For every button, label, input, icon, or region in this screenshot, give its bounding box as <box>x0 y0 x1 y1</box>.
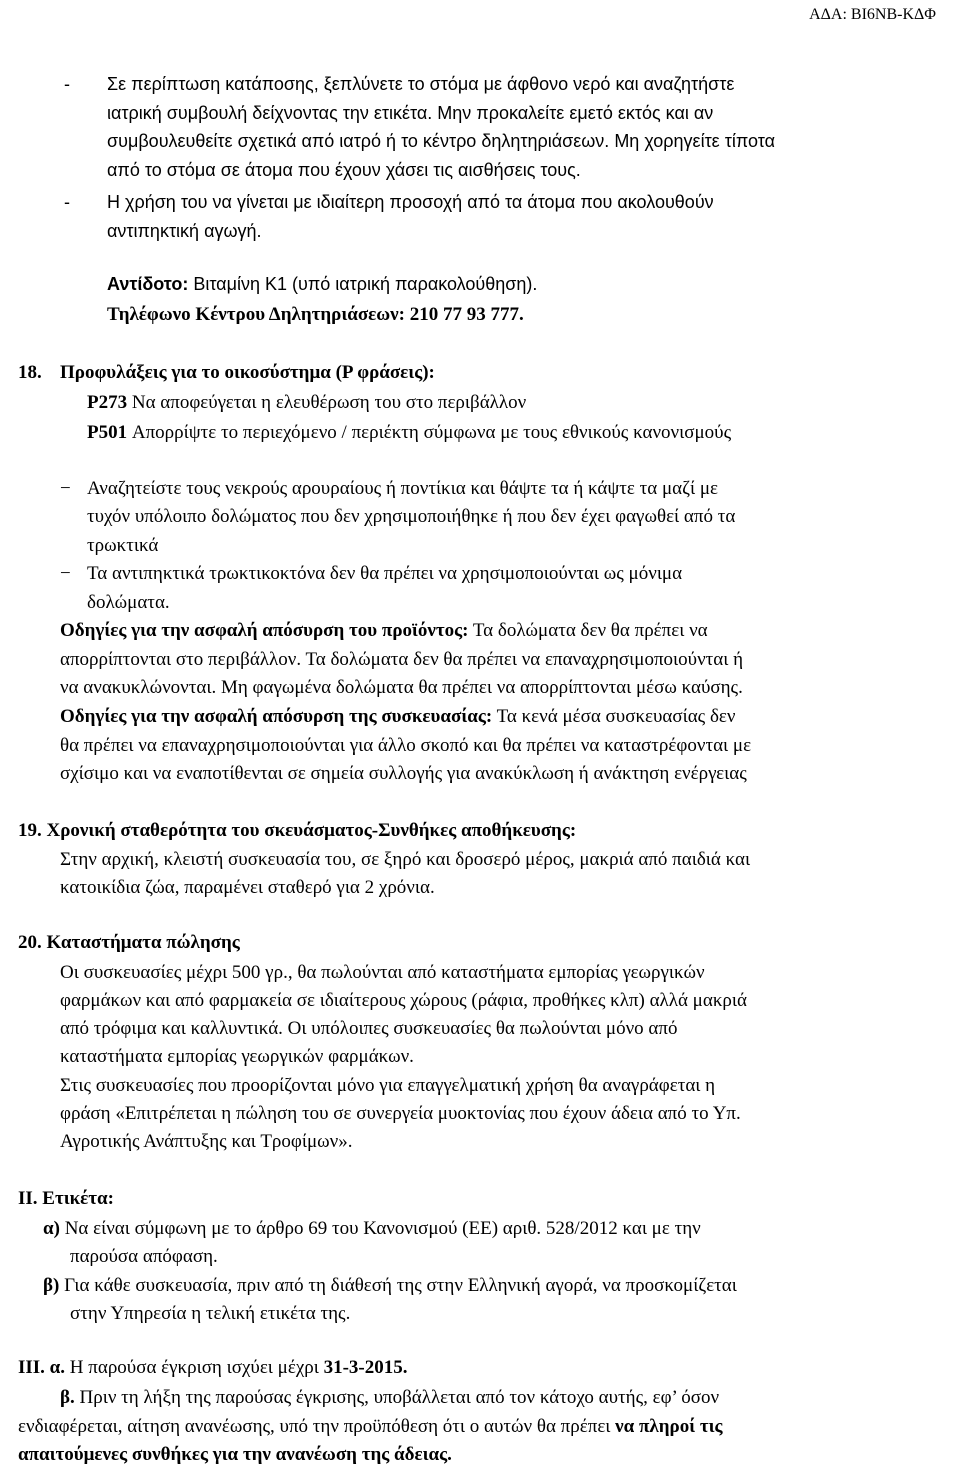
renewal-line: ενδιαφέρεται, αίτηση ανανέωσης, υπό την προϋπόθεση ότι ο αυτών θα πρέπει να πληροί τις <box>18 1416 723 1437</box>
bullet-dash: − <box>60 478 71 499</box>
text-line: ιατρική συμβουλή δείχνοντας την ετικέτα. Μην προκαλείτε εμετό εκτός και αν <box>107 103 714 123</box>
text-line: στην Υπηρεσία η τελική ετικέτα της. <box>70 1303 351 1324</box>
section-number: 18. <box>18 362 42 383</box>
antidote-label: Αντίδοτο: <box>107 274 189 294</box>
section-title: 20. Καταστήματα πώλησης <box>18 932 240 953</box>
text-line: τρωκτικά <box>87 535 159 556</box>
item-a: α) Να είναι σύμφωνη με το άρθρο 69 του Κανονισμού (ΕΕ) αριθ. 528/2012 και με την <box>43 1218 701 1239</box>
text-line: παρούσα απόφαση. <box>70 1246 218 1267</box>
text-line: κατοικίδια ζώα, παραμένει σταθερό για 2 χρόνια. <box>60 877 435 898</box>
text-line: Αναζητείστε τους νεκρούς αρουραίους ή ποντίκια και θάψτε τα ή κάψτε τα μαζί με <box>87 478 719 499</box>
text-line: τυχόν υπόλοιπο δολώματος που δεν χρησιμοποιήθηκε ή που δεν έχει φαγωθεί από τα <box>87 506 736 527</box>
text-line: φαρμάκων και από φαρμακεία σε ιδιαίτερους χώρους (ράφια, προθήκες κλπ) αλλά μακριά <box>60 990 747 1011</box>
phrase-p501: P501 Απορρίψτε το περιεχόμενο / περιέκτη σύμφωνα με τους εθνικούς κανονισμούς <box>87 422 732 443</box>
bullet-dash: - <box>64 74 70 94</box>
product-disposal-line: Οδηγίες για την ασφαλή απόσυρση του προϊόντος: Τα δολώματα δεν θα πρέπει να <box>60 620 708 641</box>
text-line: Οι συσκευασίες μέχρι 500 γρ., θα πωλούνται από καταστήματα εμπορίας γεωργικών <box>60 962 705 983</box>
text-line: Στην αρχική, κλειστή συσκευασία του, σε ξηρό και δροσερό μέρος, μακριά από παιδιά και <box>60 849 751 870</box>
antidote-line: Αντίδοτο: Βιταμίνη Κ1 (υπό ιατρική παρακολούθηση). <box>107 274 538 294</box>
bullet-dash: - <box>64 192 70 212</box>
poison-center-phone: Τηλέφωνο Κέντρου Δηλητηριάσεων: 210 77 93 777. <box>107 304 524 325</box>
text-line: θα πρέπει να επαναχρησιμοποιούνται για άλλο σκοπό και θα πρέπει να καταστρέφονται με <box>60 735 752 756</box>
text-line: Στις συσκευασίες που προορίζονται μόνο για επαγγελματική χρήση θα αναγράφεται η <box>60 1075 716 1096</box>
section-title: ΙΙ. Ετικέτα: <box>18 1188 114 1209</box>
text-line: Τα αντιπηκτικά τρωκτικοκτόνα δεν θα πρέπει να χρησιμοποιούνται ως μόνιμα <box>87 563 683 584</box>
phrase-p273: P273 Να αποφεύγεται η ελευθέρωση του στο περιβάλλον <box>87 392 527 413</box>
text-line: Αγροτικής Ανάπτυξης και Τροφίμων». <box>60 1131 353 1152</box>
text-line: απορρίπτονται στο περιβάλλον. Τα δολώματα δεν θα πρέπει να επαναχρησιμοποιούνται ή <box>60 649 744 670</box>
text-line: Η χρήση του να γίνεται με ιδιαίτερη προσοχή από τα άτομα που ακολουθούν <box>107 192 714 212</box>
section-title: Προφυλάξεις για το οικοσύστημα (P φράσεις): <box>60 362 435 383</box>
section-title: 19. Χρονική σταθερότητα του σκευάσματος-Συνθήκες αποθήκευσης: <box>18 820 577 841</box>
text-line: συμβουλευθείτε σχετικά από ιατρό ή το κέντρο δηλητηριάσεων. Μη χορηγείτε τίποτα <box>107 131 775 151</box>
text-line: από τρόφιμα και καλλυντικά. Οι υπόλοιπες συσκευασίες θα πωλούνται μόνο από <box>60 1018 678 1039</box>
text-line: να ανακυκλώνονται. Μη φαγωμένα δολώματα θα πρέπει να απορρίπτονται μέσω καύσης. <box>60 677 743 698</box>
item-b: β) Για κάθε συσκευασία, πριν από τη διάθεσή της στην Ελληνική αγορά, να προσκομίζεται <box>43 1275 737 1296</box>
validity-line: ΙΙΙ. α. Η παρούσα έγκριση ισχύει μέχρι 31-3-2015. <box>18 1357 408 1378</box>
validity-date: 31-3-2015. <box>323 1357 408 1378</box>
document-reference: ΑΔΑ: ΒΙ6ΝΒ-ΚΔΦ <box>809 6 936 23</box>
text-line: φράση «Επιτρέπεται η πώληση του σε συνεργεία μυοκτονίας που έχουν άδεια από το Υπ. <box>60 1103 741 1124</box>
text-line: σχίσιμο και να εναποτίθενται σε σημεία συλλογής για ανακύκλωση ή ανάκτηση ενέργειας <box>60 763 747 784</box>
text-line: αντιπηκτική αγωγή. <box>107 221 262 241</box>
renewal-line: β. Πριν τη λήξη της παρούσας έγκρισης, υποβάλλεται από τον κάτοχο αυτής, εφ’ όσον <box>60 1387 720 1408</box>
renewal-conditions: απαιτούμενες συνθήκες για την ανανέωση της άδειας. <box>18 1444 452 1465</box>
text-line: καταστήματα εμπορίας γεωργικών φαρμάκων. <box>60 1046 414 1067</box>
packaging-disposal-line: Οδηγίες για την ασφαλή απόσυρση της συσκευασίας: Τα κενά μέσα συσκευασίας δεν <box>60 706 736 727</box>
text-line: Σε περίπτωση κατάποσης, ξεπλύνετε το στόμα με άφθονο νερό και αναζητήστε <box>107 74 735 94</box>
text-line: δολώματα. <box>87 592 170 613</box>
bullet-dash: − <box>60 563 71 584</box>
text-line: από το στόμα σε άτομα που έχουν χάσει τις αισθήσεις τους. <box>107 160 581 180</box>
